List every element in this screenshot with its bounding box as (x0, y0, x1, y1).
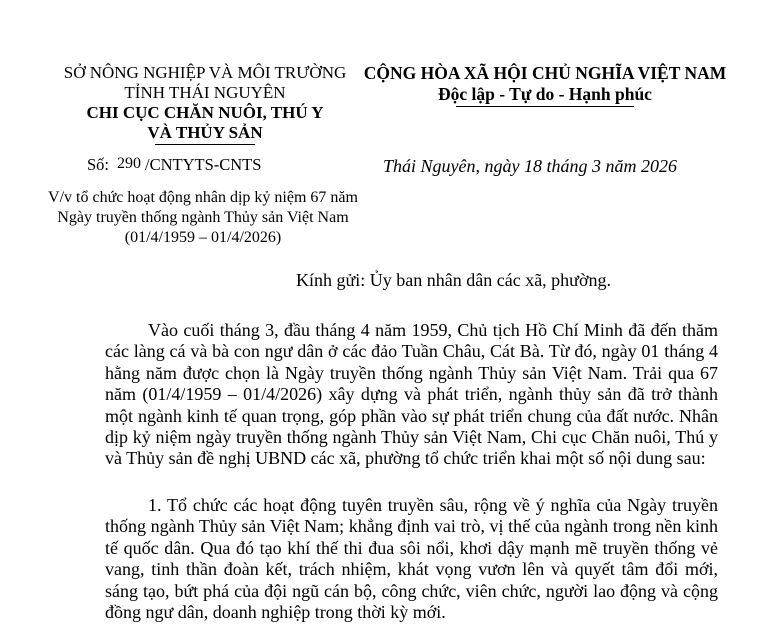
issue-date: Thái Nguyên, ngày 18 tháng 3 năm 2026 (383, 156, 677, 176)
agency-underline (155, 144, 255, 145)
body-paragraph-2: 1. Tổ chức các hoạt động tuyên truyền sâu, rộng về ý nghĩa của Ngày truyền thống ngành Thủy sản Việt Nam; khẳng định vai trò, vị thế của ngành trong nền kinh tế quốc dân. Qua đó tạo khí thế thi đua sôi nổi, khơi dậy mạnh mẽ truyền thống vẻ vang, tinh thần đoàn kết, trách nhiệm, khát vọng vươn lên và quyết tâm đổi mới, sáng tạo, bứt phá của đội ngũ cán bộ, công chức, viên chức, người lao động và cộng đồng ngư dân, doanh nghiệp trong thời kỳ mới. (105, 495, 718, 623)
motto-underline (456, 106, 634, 107)
recipient-salutation: Kính gửi: Ủy ban nhân dân các xã, phường. (296, 270, 611, 290)
document-number-code: /CNTYTS-CNTS (145, 155, 262, 174)
agency-name-line2: VÀ THỦY SẢN (147, 123, 263, 142)
issuing-agency-header (40, 63, 370, 145)
document-number-value: 290 (117, 155, 142, 172)
national-title: CỘNG HÒA XÃ HỘI CHỦ NGHĨA VIỆT NAM (363, 63, 727, 83)
document-number (87, 155, 261, 175)
national-motto-header (355, 63, 735, 107)
agency-name-line1: CHI CỤC CHĂN NUÔI, THÚ Y (86, 103, 324, 122)
agency-parent-line2: TỈNH THÁI NGUYÊN (124, 83, 286, 102)
body-paragraph-1: Vào cuối tháng 3, đầu tháng 4 năm 1959, Chủ tịch Hồ Chí Minh đã đến thăm các làng cá và bà con ngư dân ở các đảo Tuần Châu, Cát Bà. Từ đó, ngày 01 tháng 4 hằng năm được chọn là Ngày truyền thống ngành Thủy sản Việt Nam. Trải qua 67 năm (01/4/1959 – 01/4/2026) xây dựng và phát triển, ngành thủy sản đã trở thành một ngành kinh tế quan trọng, góp phần vào sự phát triển chung của đất nước. Nhân dịp kỷ niệm ngày truyền thống ngành Thủy sản Việt Nam, Chi cục Chăn nuôi, Thú y và Thủy sản đề nghị UBND các xã, phường tổ chức triển khai một số nội dung sau: (105, 320, 718, 469)
document-number-prefix: Số: (87, 155, 110, 174)
agency-parent-line1: SỞ NÔNG NGHIỆP VÀ MÔI TRƯỜNG (63, 63, 347, 82)
document-subject: V/v tổ chức hoạt động nhân dịp kỷ niệm 67 năm Ngày truyền thống ngành Thủy sản Việt Nam (01/4/1959 – 01/4/2026) (48, 189, 358, 246)
national-motto: Độc lập - Tự do - Hạnh phúc (438, 84, 652, 104)
